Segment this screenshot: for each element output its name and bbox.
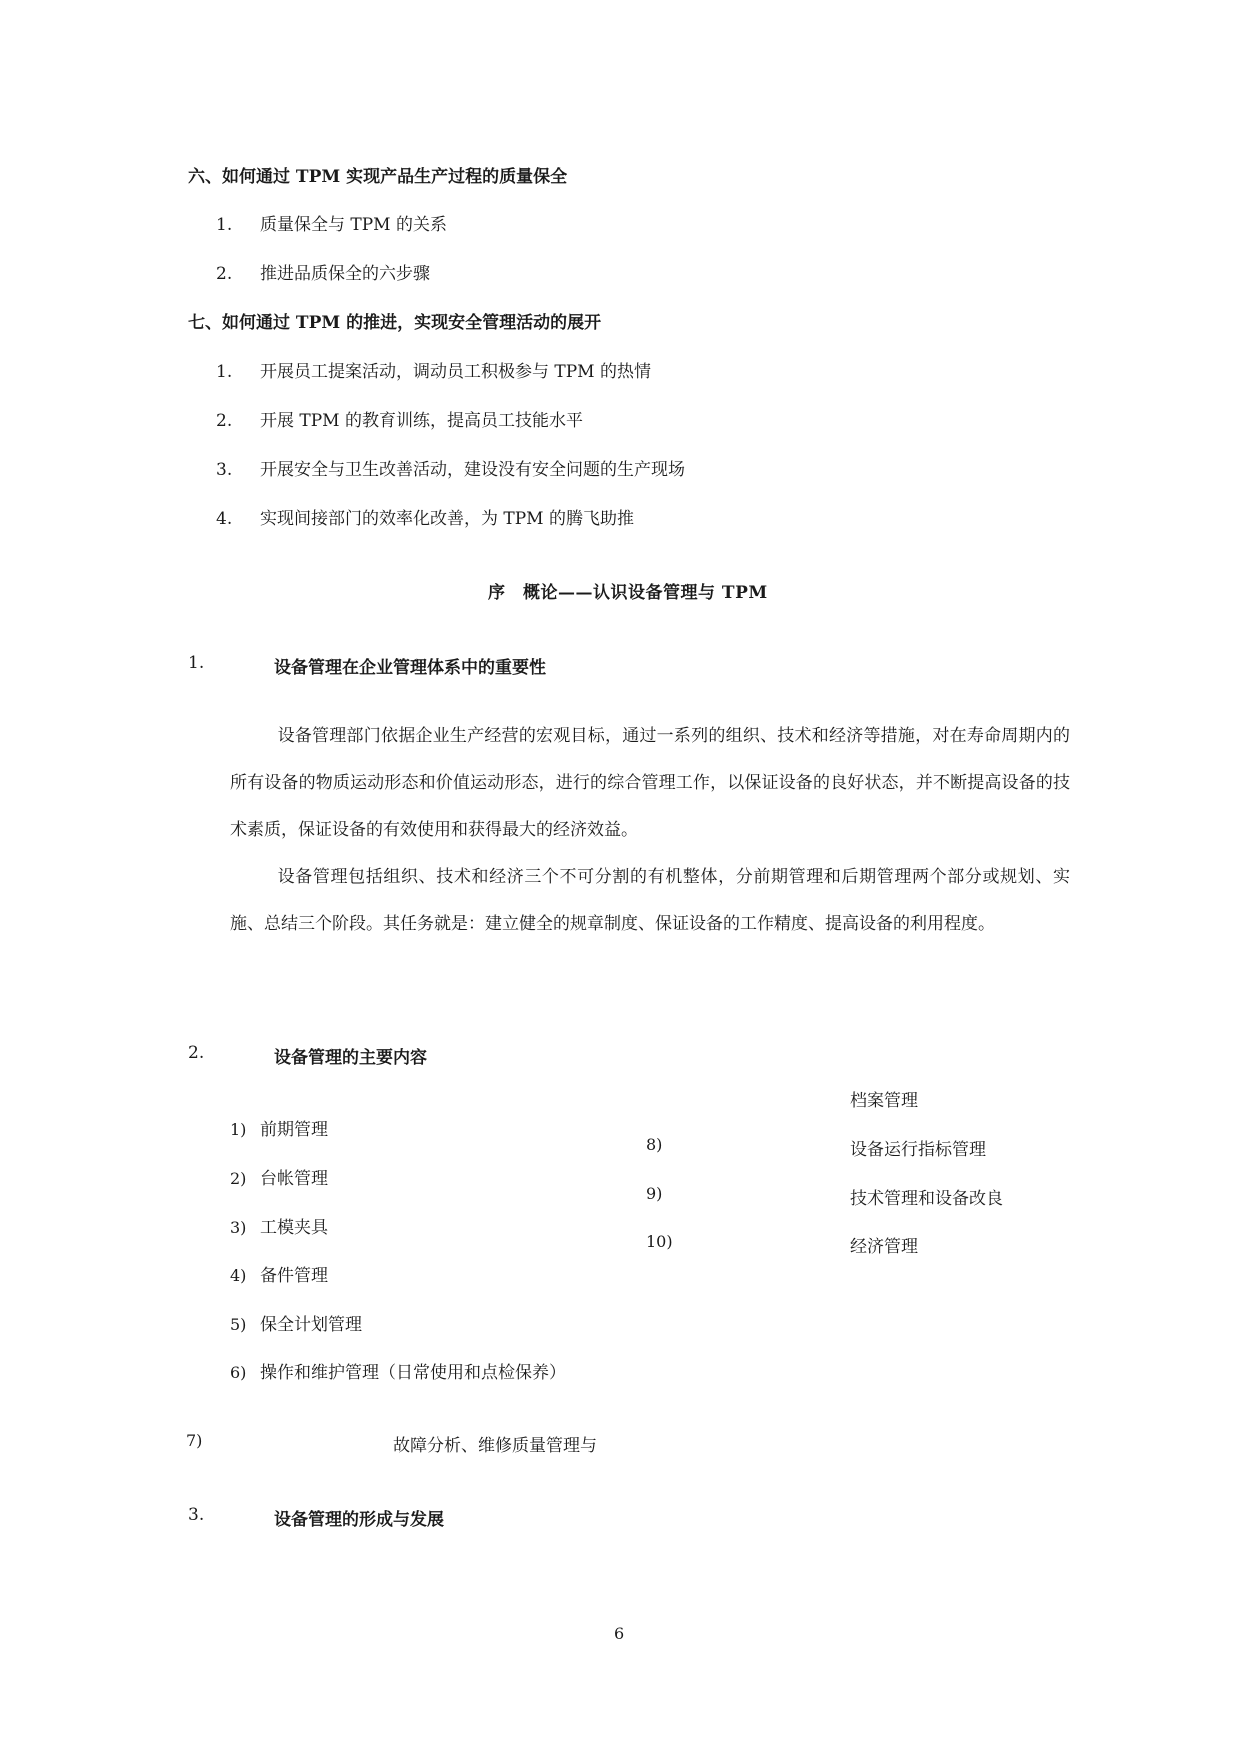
list-item-number: 1) (230, 1120, 247, 1139)
list-item (230, 1261, 328, 1286)
list-item-number: 4) (230, 1266, 247, 1285)
list-item-text: 档案管理 (850, 1091, 918, 1111)
list-item-text: 保全计划管理 (260, 1315, 362, 1335)
list-item-text: 备件管理 (260, 1266, 328, 1286)
list-item-number: 2. (216, 264, 233, 284)
list-item (216, 406, 583, 431)
paragraph: 设备管理部门依据企业生产经营的宏观目标，通过一系列的组织、技术和经济等措施，对在寿命周期内的所有设备的物质运动形态和价值运动形态，进行的综合管理工作，以保证设备的良好状态，并不断提高设备的技术素质，保证设备的有效使用和获得最大的经济效益。 (230, 726, 1070, 840)
list-item (216, 259, 430, 284)
list-item (216, 210, 447, 235)
list-item-number: 6) (230, 1363, 247, 1382)
list-item-number: 2) (230, 1169, 247, 1188)
list-item-number: 10) (646, 1232, 673, 1251)
section-2-title: 设备管理的主要内容 (274, 1048, 427, 1068)
section-1-number: 1. (188, 653, 205, 673)
list-item-number: 7) (186, 1431, 203, 1450)
list-item-text: 经济管理 (850, 1237, 918, 1257)
list-item (216, 455, 685, 480)
section-1-title: 设备管理在企业管理体系中的重要性 (274, 658, 546, 678)
list-item-number: 5) (230, 1315, 247, 1334)
list-item-text: 操作和维护管理（日常使用和点检保养） (260, 1363, 566, 1383)
list-item-text: 开展员工提案活动，调动员工积极参与 TPM 的热情 (260, 362, 651, 382)
list-item (230, 1115, 328, 1140)
section-6-heading: 六、如何通过 TPM 实现产品生产过程的质量保全 (188, 167, 568, 187)
list-item (230, 1310, 362, 1335)
list-item-number: 3) (230, 1218, 247, 1237)
list-item (230, 1213, 328, 1238)
list-item-number: 9) (646, 1184, 663, 1203)
list-item (230, 1358, 566, 1383)
list-item (230, 1164, 328, 1189)
section-7-heading: 七、如何通过 TPM 的推进，实现安全管理活动的展开 (188, 313, 602, 333)
list-item-text: 前期管理 (260, 1120, 328, 1140)
list-item-number: 4. (216, 509, 233, 529)
section-1-body (230, 713, 1070, 948)
list-item-text: 推进品质保全的六步骤 (260, 264, 430, 284)
section-2-number: 2. (188, 1043, 205, 1063)
chapter-title: 序 概论——认识设备管理与 TPM (488, 583, 768, 603)
list-item (216, 357, 651, 382)
list-item-number: 8) (646, 1135, 663, 1154)
list-item-text: 开展安全与卫生改善活动，建设没有安全问题的生产现场 (260, 460, 685, 480)
list-item-text: 质量保全与 TPM 的关系 (260, 215, 447, 235)
list-item-number: 2. (216, 411, 233, 431)
list-item-text: 开展 TPM 的教育训练，提高员工技能水平 (260, 411, 583, 431)
section-3-title: 设备管理的形成与发展 (274, 1510, 444, 1530)
list-item-text: 台帐管理 (260, 1169, 328, 1189)
list-item-text: 实现间接部门的效率化改善，为 TPM 的腾飞助推 (260, 509, 634, 529)
list-item-text: 设备运行指标管理 (850, 1140, 986, 1160)
list-item-number: 1. (216, 215, 233, 235)
section-3-number: 3. (188, 1505, 205, 1525)
list-item-number: 3. (216, 460, 233, 480)
list-item-text: 技术管理和设备改良 (850, 1189, 1003, 1209)
page-number: 6 (614, 1624, 625, 1643)
list-item-text: 工模夹具 (260, 1218, 328, 1238)
list-item-number: 1. (216, 362, 233, 382)
list-item-text: 故障分析、维修质量管理与 (393, 1436, 597, 1456)
paragraph: 设备管理包括组织、技术和经济三个不可分割的有机整体，分前期管理和后期管理两个部分或规划、实施、总结三个阶段。其任务就是：建立健全的规章制度、保证设备的工作精度、提高设备的利用程度。 (230, 867, 1070, 934)
list-item (216, 504, 634, 529)
